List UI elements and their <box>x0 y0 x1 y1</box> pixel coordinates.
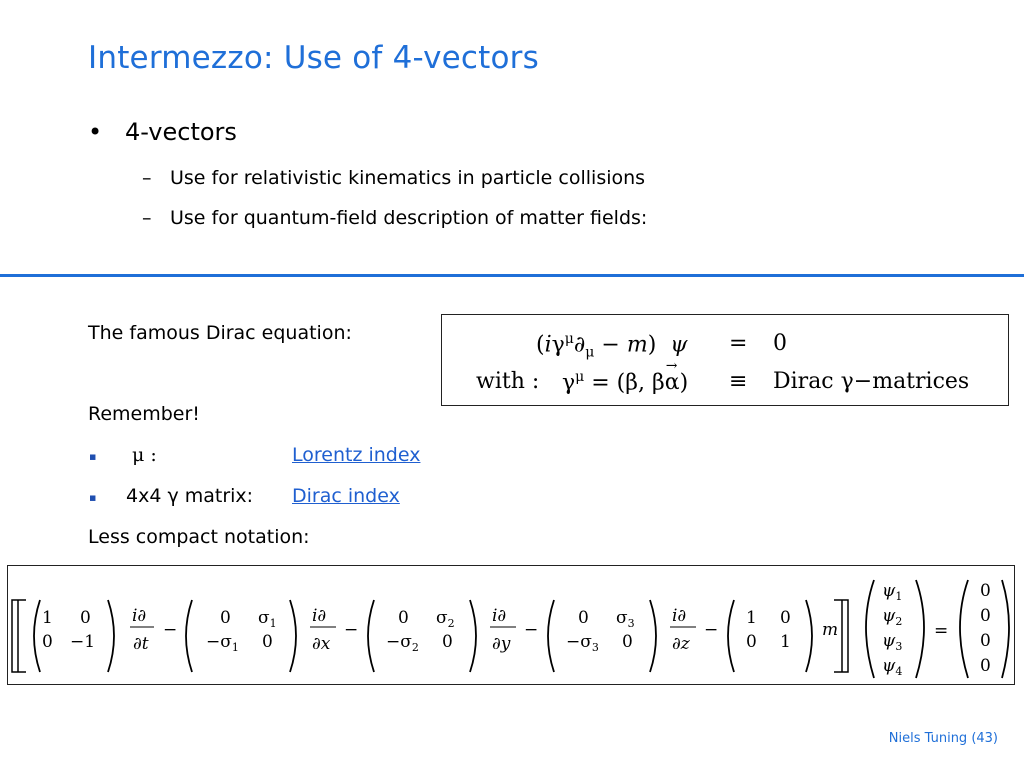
svg-text:∂y: ∂y <box>492 634 511 654</box>
svg-text:1: 1 <box>780 632 791 652</box>
svg-text:0: 0 <box>622 632 633 652</box>
dirac-with: with : <box>476 369 540 394</box>
svg-text:i∂: i∂ <box>132 606 147 626</box>
sub-bullet-quantum-field <box>142 207 647 229</box>
page-title: Intermezzo: Use of 4-vectors <box>88 40 539 76</box>
svg-text:m: m <box>822 620 839 640</box>
svg-text:σ2: $\sigma_2$ <box>436 608 455 630</box>
bullet-4-vectors <box>88 118 237 146</box>
sub-bullet-dash: – <box>142 167 152 189</box>
svg-text:σ1: $\sigma_1$ <box>258 608 277 630</box>
svg-text:ψ3: $\psi_3$ <box>882 631 903 653</box>
item-gamma-key: 4x4 γ matrix: <box>126 485 254 507</box>
sub-bullet-text: Use for quantum-field description of matter fields: <box>170 207 648 229</box>
dirac-lhs: $(i\gamma^\mu\partial_\mu - m)$ ψ <box>536 331 688 361</box>
divider-line <box>0 274 1024 277</box>
svg-text:ψ4: $\psi_4$ <box>882 656 903 678</box>
svg-text:0: 0 <box>578 608 589 628</box>
svg-text:ψ2: $\psi_2$ <box>882 606 903 628</box>
svg-text:i∂: i∂ <box>312 606 327 626</box>
svg-text:i∂: i∂ <box>672 606 687 626</box>
svg-text:∂x: ∂x <box>312 634 331 654</box>
svg-text:ψ1: $\psi_1$ <box>882 581 903 603</box>
item-marker: ▪ <box>89 491 97 504</box>
svg-text:∂t: ∂t <box>133 634 149 654</box>
svg-text:0: 0 <box>980 606 991 626</box>
dirac-equation-box <box>441 314 1009 406</box>
dirac-label: The famous Dirac equation: <box>88 322 352 344</box>
svg-text:−σ1: $-\sigma_1$ <box>206 632 239 654</box>
dirac-index-link[interactable]: Dirac index <box>292 485 400 507</box>
svg-text:−σ2: $-\sigma_2$ <box>386 632 419 654</box>
dirac-equiv: ≡ <box>729 369 748 394</box>
svg-text:−: − <box>163 620 178 640</box>
dirac-description: Dirac γ−matrices <box>773 369 970 394</box>
svg-text:=: = <box>934 621 949 641</box>
svg-text:i∂: i∂ <box>492 606 507 626</box>
matrix-equation <box>8 566 1016 686</box>
matrix-equation-box <box>7 565 1015 685</box>
svg-text:0: 0 <box>746 632 757 652</box>
dirac-equals: = <box>729 331 748 356</box>
sub-bullet-text: Use for relativistic kinematics in particle collisions <box>170 167 646 189</box>
remember-label: Remember! <box>88 403 200 425</box>
svg-text:0: 0 <box>980 581 991 601</box>
gamma-definition: $\gamma^\mu = (\beta$, βα → ) <box>562 358 689 396</box>
item-marker: ▪ <box>89 450 97 463</box>
svg-text:1: 1 <box>746 608 757 628</box>
dirac-rhs: 0 <box>773 331 787 356</box>
svg-text:0: 0 <box>220 608 231 628</box>
sub-bullet-dash: – <box>142 207 152 229</box>
svg-text:1: 1 <box>42 608 53 628</box>
bullet-text: 4-vectors <box>125 118 237 146</box>
svg-text:0: 0 <box>398 608 409 628</box>
svg-text:0: 0 <box>980 656 991 676</box>
svg-text:0: 0 <box>980 631 991 651</box>
svg-text:−1: −1 <box>70 632 96 652</box>
lorentz-index-link[interactable]: Lorentz index <box>292 444 421 466</box>
item-mu-key: μ : <box>132 444 157 466</box>
footer-credit: Niels Tuning (43) <box>888 731 998 746</box>
svg-text:0: 0 <box>262 632 273 652</box>
svg-text:0: 0 <box>80 608 91 628</box>
svg-text:σ3: $\sigma_3$ <box>616 608 635 630</box>
svg-text:0: 0 <box>42 632 53 652</box>
svg-text:0: 0 <box>442 632 453 652</box>
bullet-marker: • <box>88 118 103 146</box>
svg-text:−: − <box>704 620 719 640</box>
svg-text:∂z: ∂z <box>672 634 690 654</box>
svg-text:−σ3: $-\sigma_3$ <box>566 632 599 654</box>
svg-text:0: 0 <box>780 608 791 628</box>
sub-bullet-kinematics <box>142 167 645 189</box>
svg-text:−: − <box>524 620 539 640</box>
svg-text:−: − <box>344 620 359 640</box>
less-compact-label: Less compact notation: <box>88 526 310 548</box>
